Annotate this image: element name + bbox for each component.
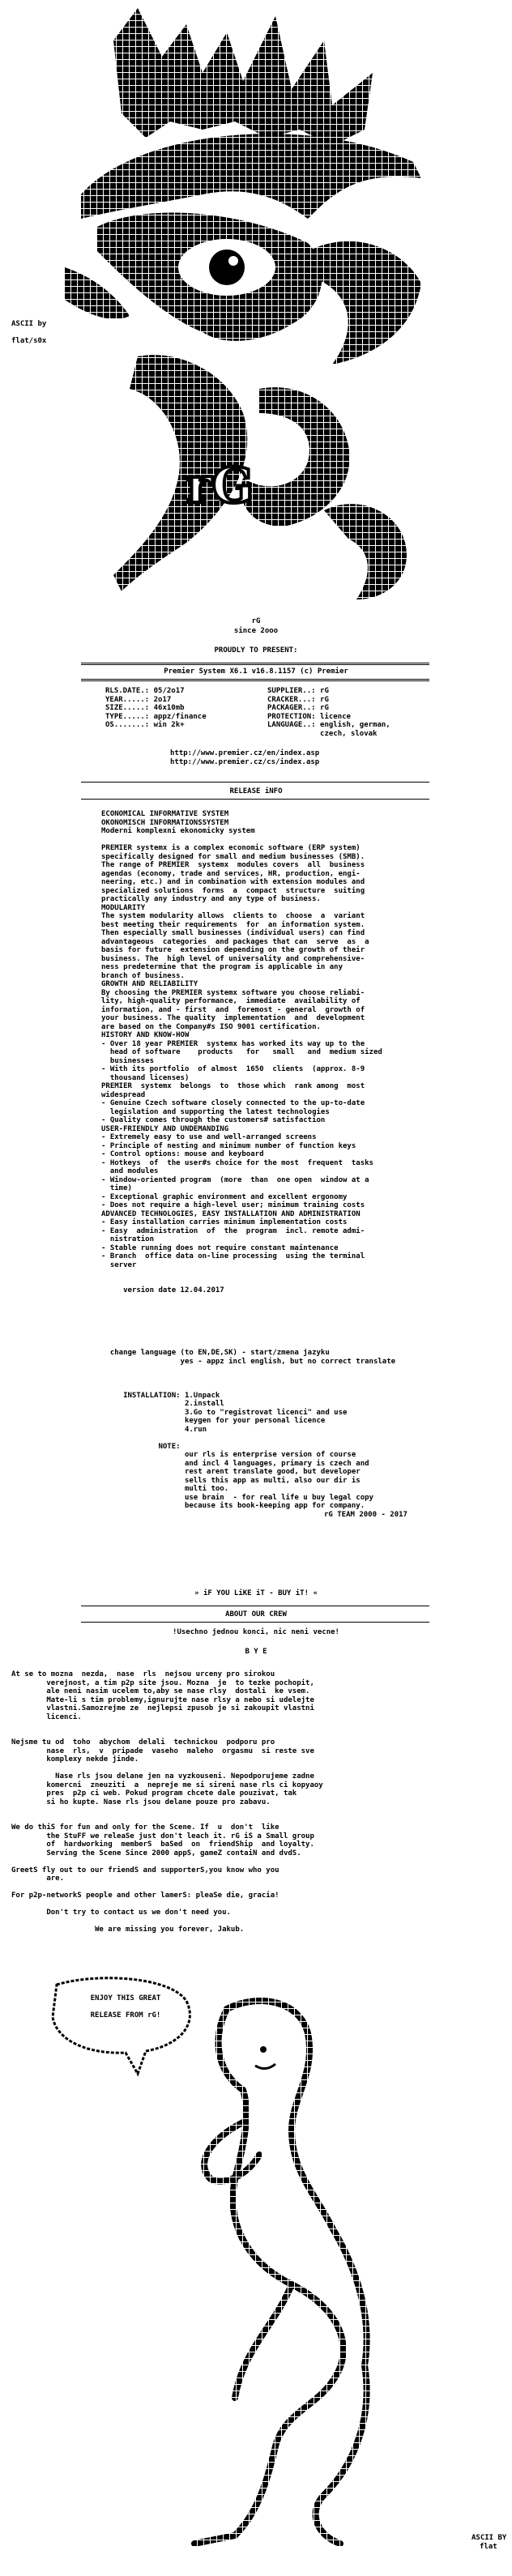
divider [81,799,429,800]
url-list [170,749,319,766]
product-title: Premier System X6.1 v16.8.1157 (c) Premier [164,667,348,676]
url-link[interactable]: http://www.premier.cz/cs/index.asp [170,757,320,766]
crew-intro: !Usechno jednou konci, nic neni vecne! [173,1628,339,1636]
divider [81,782,429,783]
field-packager: PACKAGER..: rG [267,704,329,712]
divider [81,679,429,681]
footer-by: ASCII BY [471,2534,507,2542]
ascii-by-label: ASCII by [11,320,47,328]
svg-text:rG: rG [186,458,254,514]
divider [81,663,429,665]
crew-title: ABOUT OUR CREW [225,1610,287,1619]
field-rls-date: RLS.DATE.: 05/2o17 [105,687,185,695]
footer-credit [471,2534,506,2551]
crew-bye: B Y E [245,1648,267,1656]
field-cracker: CRACKER...: rG [267,695,329,704]
ascii-eye-logo [65,8,446,608]
field-size: SIZE.....: 46x10mb [105,704,185,712]
field-year: YEAR.....: 2o17 [105,695,172,704]
release-fields-left [105,687,207,730]
field-os: OS.......: win 2k+ [105,721,185,729]
field-language-cont: czech, slovak [267,729,378,738]
ascii-author: flat/s0x [11,336,47,345]
enjoy-line: RELEASE FROM rG! [90,2011,161,2019]
since-label: since 2ooo [233,627,279,635]
enjoy-bubble [57,1994,194,2019]
divider [81,1622,429,1623]
install-instructions: change language (to EN,DE,SK) - start/zmena jazyku yes - appz incl english, but no correct translate INSTALLATION: 1.Unpack 2.install 3.Go to "registrovat licenci" and use keygen for your personal licence 4.run NOTE: our rls is enterprise version of course and incl 4 languages, primary is czech and rest arent translate good, but developer sells this app as multi, also our dir is multi too. use brain - for real life u buy legal copy because its book-keeping app for company. [109,1349,396,1510]
slogan: » iF YOU LiKE iT - BUY iT! « [194,1589,318,1597]
release-description: ECONOMICAL INFORMATIVE SYSTEM OKONOMISCH INFORMATIONSSYSTEM Moderni komplexni ekonomicky system PREMIER systemx is a complex economic software (ERP system) specifically designed for small and medium businesses (SMB). The range of PREMIER systemx modules covers all business agendas (economy, trade and services, HR, production, engi- neering, etc.) and in combination with extension modules and specialized solutions forms a compact structure suiting practically any industry and any type of business. MODULARITY The system modularity allows clients to choose a variant best meeting their requirements for an information system. Then especially small businesses (individual users) can find advantageous categories and packages that can serve as a basis for future extension depending on the growth of their business. The high level of universality and comprehensive- ness predetermine that the program is applicable in any branch of business. GROWTH AND RELIABILITY By choosing the PREMIER systemx software you choose reliabi- lity, high-quality performance, immediate availability of information, and - first and foremost - general growth of your business. The quality implementation and development are based on the Company#s ISO 9001 certification. HISTORY AND KNOW-HOW - Over 18 year PREMIER systemx has worked its way up to the head of software products for small and medium sized businesses - With its portfolio of almost 1650 clients (approx. 8-9 thousand licenses) PREMIER systemx belongs to those which rank among most widespread - Genuine Czech software closely connected to the up-to-date legislation and supporting the latest technologies - Quality comes through the customers# satisfaction USER-FRIENDLY AND UNDEMANDING - Extremely easy to use and well-arranged screens - Principle of nesting and minimum number of function keys - Control options: mouse and keyboard - Hotkeys of the user#s choice for the most frequent tasks and modules - Window-oriented program (more than one open window at a time) - Exceptional graphic environment and excellent ergonomy - Does not require a high-level user; minimum training costs ADVANCED TECHNOLOGIES, EASY INSTALLATION AND ADMINISTRATION - Easy installation carries minimum implementation costs - Easy administration of the program incl. remote admi- nistration - Stable running does not require constant maintenance - Branch office data on-line processing using the terminal server version date 12.04.2017 [101,810,382,1294]
rg-label: rG [251,617,261,625]
footer-author: flat [480,2542,497,2551]
field-protection: PROTECTION: licence [267,712,351,721]
field-supplier: SUPPLIER..: rG [267,687,329,695]
field-language: LANGUAGE..: english, german, [267,721,390,729]
ascii-figure-art [49,1977,470,2560]
release-fields-right [267,687,390,738]
ascii-credit [11,320,46,345]
field-type: TYPE.....: appz/finance [105,712,207,721]
enjoy-line: ENJOY THIS GREAT [90,1994,161,2002]
release-info-title: RELEASE iNFO [229,787,283,795]
url-link[interactable]: http://www.premier.cz/en/index.asp [170,749,320,757]
proudly-present: PROUDLY TO PRESENT: [214,646,298,655]
crew-text: At se to mozna nezda, nase rls nejsou urceny pro sirokou verejnost, a tim p2p site jsou. Mozna je to tezke pochopit, ale neni nasim ucelem to,aby se nase rlsy dostali ke vsem. Mate-li s tim problemy,ignurujte nase rlsy a nebo si udelejte vlastni.Samozrejme ze nejlepsi zpusob je si zakoupit vlastni licenci. Nejsme tu od toho abychom delali technickou podporu pro nase rls, v pripade vaseho maleho orgasmu si reste sve komplexy nekde jinde. Nase rls jsou delane jen na vyzkouseni. Nepodporujeme zadne komercni zneuziti a nepreje me si sireni nase rls ci kopyaoy pres p2p ci web. Pokud program chcete dale pouzivat, tak si ho kupte. Nase rls jsou delane pouze pro zabavu. We do thiS for fun and only for the Scene. If u don't like the StuFF we releaSe just don't leach it. rG iS a Small group of hardworking memberS baSed on friendShip and loyalty. Serving the Scene Since 2000 appS, gameZ contaiN and dvdS. GreetS fly out to our friendS and supporterS,you know who you are. For p2p-networkS people and other lamerS: pleaSe die, gracia! Don't try to contact us we don't need you. We are missing you forever, Jakub. [11,1670,323,1934]
team-line: rG TEAM 2000 - 2017 [324,1511,407,1519]
